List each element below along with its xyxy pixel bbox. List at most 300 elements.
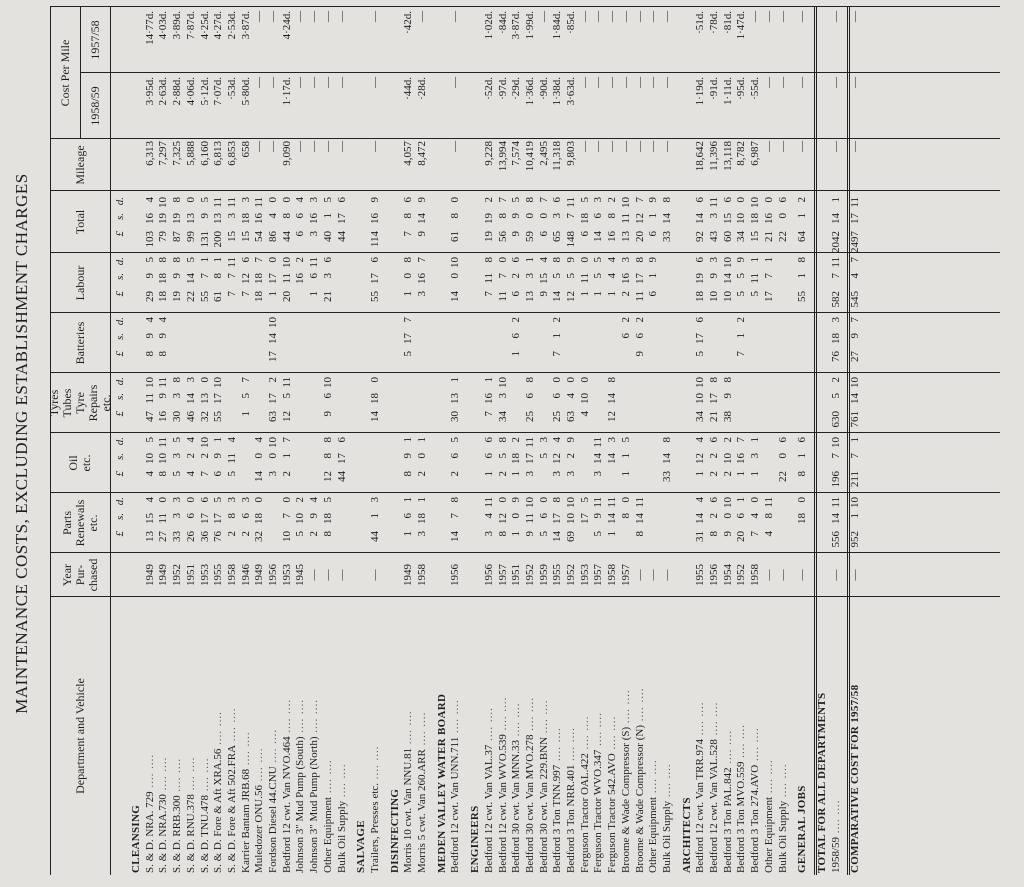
p-pounds: 3	[416, 531, 428, 537]
table-row	[830, 7, 843, 875]
p-cell	[510, 497, 523, 553]
l-pence: 7	[253, 257, 266, 263]
l-pence: 0	[267, 257, 279, 263]
p-cell	[694, 497, 707, 553]
o-pounds: 2	[449, 471, 462, 477]
row-label: Bedford 3 Ton 274.AVO ....	[749, 628, 762, 873]
p-shillings: 15	[143, 513, 156, 524]
o-pounds: 2	[721, 471, 734, 477]
l-pounds: 11	[633, 291, 646, 302]
o-cell	[796, 437, 809, 493]
header-parts-line-1: Parts	[59, 511, 74, 535]
p-shillings: 6	[239, 513, 252, 519]
tot-shillings: 4	[267, 213, 279, 219]
table-row	[524, 7, 537, 875]
tot-shillings: 13	[212, 213, 225, 224]
p-pounds: 5	[592, 531, 605, 537]
t-pounds: 34	[496, 411, 509, 422]
p-pounds: 8	[321, 531, 334, 537]
row-label: Morris 10 cwt. Van NNU.81 ....	[402, 628, 415, 873]
p-pounds: 20	[735, 531, 748, 542]
table-row	[253, 7, 266, 875]
unit-total	[114, 197, 127, 253]
l-cell	[212, 257, 225, 313]
section-row	[436, 7, 449, 875]
mileage-cell: —	[796, 141, 809, 152]
tot-pence: 2	[482, 197, 495, 203]
year-cell: 1958	[416, 564, 428, 586]
p-pence: 3	[239, 497, 252, 503]
o-pence: 5	[449, 437, 462, 443]
l-shillings: 18	[157, 273, 170, 284]
tot-shillings: 19	[157, 213, 170, 224]
l-shillings: 4	[849, 273, 862, 279]
t-cell	[369, 377, 382, 433]
l-cell	[524, 257, 537, 313]
t-shillings: 11	[143, 393, 156, 404]
o-pence: 5	[619, 437, 632, 443]
tot-pence: 6	[402, 197, 415, 203]
p-shillings: 12	[496, 513, 509, 524]
tot-pence: 8	[171, 197, 184, 203]
o-shillings: 11	[225, 453, 238, 464]
l-pounds: 29	[143, 291, 156, 302]
l-pence: 6	[321, 257, 334, 263]
tot-shillings: 3	[708, 213, 720, 219]
b-pounds: 17	[267, 351, 279, 362]
p-cell	[735, 497, 748, 553]
table-row	[157, 7, 170, 875]
o-cell	[402, 437, 415, 493]
p-shillings: 2	[708, 513, 720, 519]
row-label: Bedford 3 Ton PAL.842 ....	[722, 628, 735, 873]
o-cell	[661, 437, 674, 493]
tot-pounds: 14	[592, 231, 605, 242]
p-cell	[322, 497, 335, 553]
t-shillings: 5	[280, 393, 293, 399]
tot-shillings: 1	[796, 213, 809, 219]
l-shillings: 18	[253, 273, 266, 284]
mileage-cell: 6,813	[212, 141, 225, 166]
tot-cell	[524, 197, 537, 253]
o-pounds: 1	[735, 471, 748, 477]
t-cell	[212, 377, 225, 433]
table-row	[510, 7, 523, 875]
l-pence: 6	[694, 257, 707, 263]
o-shillings: 14	[592, 453, 605, 464]
l-pence: 6	[510, 257, 523, 263]
p-pounds: 1	[510, 531, 523, 537]
tot-pence: 7	[537, 197, 550, 203]
t-pounds: 38	[721, 411, 734, 422]
year-cell: —	[660, 569, 673, 581]
row-label: Other Equipment ....	[322, 628, 335, 873]
tot-pounds: 86	[267, 231, 279, 242]
p-pounds: 2	[308, 531, 321, 537]
cost-per-mile-cell: —	[660, 11, 673, 22]
p-pence: 0	[157, 497, 170, 503]
o-pounds: 44	[335, 471, 348, 482]
mileage-cell: —	[660, 141, 673, 152]
t-pence: 10	[143, 377, 156, 388]
table-row	[144, 7, 157, 875]
tot-pounds: 9	[510, 231, 523, 237]
t-shillings: 5	[829, 393, 842, 399]
t-shillings: 5	[239, 393, 252, 399]
cost-per-mile-cell: —	[849, 77, 862, 88]
row-label: ENGINEERS	[469, 805, 482, 873]
l-pounds: 12	[565, 291, 577, 302]
p-pence: 1	[416, 497, 428, 503]
l-shillings: 9	[708, 273, 720, 279]
tot-cell	[483, 197, 496, 253]
l-shillings: 9	[171, 273, 184, 279]
l-cell	[267, 257, 280, 313]
tot-shillings: 14	[416, 213, 428, 224]
l-pounds: 6	[647, 291, 660, 297]
cost-per-mile-cell: —	[537, 11, 550, 22]
mileage-cell: —	[592, 141, 605, 152]
p-pounds: 1	[402, 531, 415, 537]
table-row	[483, 7, 496, 875]
tot-shillings: 3	[551, 213, 564, 219]
p-pounds: 26	[184, 531, 197, 542]
tot-pounds: 43	[708, 231, 720, 242]
section-row	[681, 7, 694, 875]
o-shillings: 0	[267, 453, 279, 459]
p-cell	[849, 497, 862, 553]
tot-pounds: 15	[225, 231, 238, 242]
t-shillings: 17	[212, 393, 225, 404]
o-pence: 2	[721, 437, 734, 443]
o-pence: 8	[496, 437, 509, 443]
l-shillings: 17	[633, 273, 646, 284]
tot-pence: 11	[225, 197, 238, 208]
unit-d: d.	[114, 197, 126, 206]
t-shillings: 3	[171, 393, 184, 399]
b-shillings: 6	[633, 333, 646, 339]
p-shillings: 0	[510, 513, 523, 519]
l-pounds: 6	[510, 291, 523, 297]
l-pounds: 7	[225, 291, 238, 297]
p-cell	[551, 497, 564, 553]
table-row	[199, 7, 212, 875]
b-cell	[620, 317, 633, 373]
year-cell: 1956	[482, 564, 495, 586]
table-row	[497, 7, 510, 875]
o-shillings: 1	[280, 453, 293, 459]
l-shillings: 5	[592, 273, 605, 279]
l-pounds: 19	[171, 291, 184, 302]
b-pounds: 8	[143, 351, 156, 357]
tot-cell	[294, 197, 307, 253]
table-row	[620, 7, 633, 875]
p-cell	[749, 497, 762, 553]
tot-cell	[336, 197, 349, 253]
tot-pounds: 54	[253, 231, 266, 242]
tot-shillings: 13	[184, 213, 197, 224]
cost-per-mile-cell: —	[321, 77, 334, 88]
o-shillings: 17	[523, 453, 536, 464]
p-shillings: 8	[762, 513, 775, 519]
l-shillings: 16	[416, 273, 428, 284]
l-cell	[369, 257, 382, 313]
row-label: CLEANSING	[130, 804, 142, 873]
t-pounds: 630	[829, 411, 842, 428]
p-cell	[212, 497, 225, 553]
l-pounds: 18	[694, 291, 707, 302]
o-pounds: 2	[708, 471, 720, 477]
o-shillings: 0	[776, 453, 789, 459]
row-label: COMPARATIVE COST FOR 1957/58	[849, 684, 862, 873]
l-shillings: 12	[239, 273, 252, 284]
t-cell	[144, 377, 157, 433]
p-pence: 9	[510, 497, 523, 503]
l-cell	[171, 257, 184, 313]
l-shillings: 16	[294, 273, 307, 284]
o-pence: 6	[482, 437, 495, 443]
unit-l: £	[114, 291, 126, 297]
table-row	[171, 7, 184, 875]
p-cell	[449, 497, 462, 553]
row-label: Bulk Oil Supply ....	[777, 628, 790, 873]
p-cell	[538, 497, 551, 553]
o-pence: 11	[523, 437, 536, 448]
cost-per-mile-cell: 7·87d.	[184, 11, 197, 40]
o-shillings: 12	[694, 453, 707, 464]
t-cell	[524, 377, 537, 433]
l-pence: 8	[157, 257, 170, 263]
l-pence: 6	[239, 257, 252, 263]
p-shillings: 11	[157, 513, 170, 524]
maintenance-costs-table	[46, 7, 1000, 875]
t-pence: 10	[212, 377, 225, 388]
mileage-cell: —	[633, 141, 646, 152]
tot-cell	[322, 197, 335, 253]
unit-s: s.	[114, 273, 126, 281]
cost-per-mile-cell: 7·07d.	[212, 77, 225, 106]
l-shillings: 1	[796, 273, 809, 279]
cost-per-mile-cell: ·95d.	[735, 77, 748, 100]
t-shillings: 6	[551, 393, 564, 399]
l-shillings: 6	[308, 273, 321, 279]
o-pounds: 1	[619, 471, 632, 477]
b-pence: 2	[735, 317, 748, 323]
header-tyres-line-3: Tyre	[72, 392, 87, 414]
o-pounds: 5	[225, 471, 238, 477]
tot-shillings: 12	[633, 213, 646, 224]
p-pounds: 69	[565, 531, 577, 542]
row-label: Fordson Diesel 44.CNU ....	[267, 628, 280, 873]
t-cell	[565, 377, 578, 433]
l-cell	[634, 257, 647, 313]
p-cell	[634, 497, 647, 553]
cost-per-mile-cell: —	[294, 77, 307, 88]
row-label: S. & D. RNU.378 ....	[185, 628, 198, 873]
header-cpm-1957-label: 1957/58	[87, 20, 102, 60]
l-cell	[538, 257, 551, 313]
tot-pence: 8	[660, 197, 673, 203]
year-cell: 1949	[157, 564, 170, 586]
row-label: S. & D. NRA.730 ....	[157, 628, 170, 873]
p-pence: 3	[225, 497, 238, 503]
p-pounds	[579, 531, 592, 553]
cost-per-mile-cell: 3·89d.	[171, 11, 184, 40]
cost-per-mile-cell: —	[749, 11, 762, 22]
l-shillings: 11	[482, 273, 495, 284]
cost-per-mile-cell: ·84d.	[496, 11, 509, 34]
tot-cell	[369, 197, 382, 253]
tot-pounds: 15	[749, 231, 762, 242]
tot-cell	[777, 197, 790, 253]
tot-shillings: 8	[496, 213, 509, 219]
year-cell: 1958	[606, 564, 619, 586]
l-pence: 5	[592, 257, 605, 263]
t-pence: 8	[606, 377, 619, 383]
t-shillings: 17	[708, 393, 720, 404]
t-pence: 10	[496, 377, 509, 388]
t-pounds: 46	[184, 411, 197, 422]
b-pounds: 8	[157, 351, 170, 357]
tot-pounds: 9	[416, 231, 428, 237]
l-pence: 6	[368, 257, 381, 263]
p-shillings: 7	[449, 513, 462, 519]
l-pounds: 55	[368, 291, 381, 302]
tot-pounds: 21	[762, 231, 775, 242]
t-pence: 0	[368, 377, 381, 383]
l-cell	[722, 257, 735, 313]
b-cell	[830, 317, 843, 373]
header-parts	[50, 493, 110, 553]
cost-per-mile-cell: —	[606, 77, 619, 88]
tot-pence: 4	[143, 197, 156, 203]
tot-cell	[830, 197, 843, 253]
cost-per-mile-cell: ·90d.	[537, 77, 550, 100]
row-label: Bedford 12 cwt. Van WVO.539 ....	[497, 628, 510, 873]
header-cost-per-mile	[50, 7, 80, 139]
l-pence: 8	[633, 257, 646, 263]
row-label: ARCHITECTS	[680, 797, 693, 873]
mileage-cell: 10,419	[523, 141, 536, 172]
o-cell	[483, 437, 496, 493]
p-cell	[524, 497, 537, 553]
l-pounds: 13	[523, 291, 536, 302]
o-cell	[416, 437, 429, 493]
year-cell: 1951	[510, 564, 523, 586]
p-pounds: 4	[762, 531, 775, 537]
p-cell	[579, 497, 592, 553]
year-cell: 1952	[523, 564, 536, 586]
t-pence: 11	[157, 377, 170, 388]
l-shillings: 17	[267, 273, 279, 284]
unit-l: £	[114, 471, 126, 477]
tot-pounds: 19	[482, 231, 495, 242]
l-pounds: 1	[267, 291, 279, 297]
tot-pence: 5	[578, 197, 591, 203]
tot-cell	[661, 197, 674, 253]
cost-per-mile-cell: 4·25d.	[198, 11, 211, 40]
row-label: Other Equipment ....	[763, 628, 776, 873]
o-shillings: 16	[735, 453, 748, 464]
o-cell	[185, 437, 198, 493]
t-pence: 2	[267, 377, 279, 383]
table-row	[185, 7, 198, 875]
t-pence: 10	[694, 377, 707, 388]
p-cell	[497, 497, 510, 553]
o-cell	[565, 437, 578, 493]
l-shillings: 0	[449, 273, 462, 279]
tot-pounds: 64	[796, 231, 809, 242]
o-shillings: 2	[184, 453, 197, 459]
l-shillings: 7	[198, 273, 211, 279]
p-shillings: 18	[321, 513, 334, 524]
header-year-line-3: chased	[85, 558, 100, 592]
p-cell	[281, 497, 294, 553]
tot-shillings: 18	[239, 213, 252, 224]
tot-pounds: 40	[321, 231, 334, 242]
header-tyres-line-4: Repairs	[85, 384, 100, 422]
cost-per-mile-cell: —	[647, 11, 660, 22]
l-pounds: 545	[849, 291, 862, 308]
mileage-cell: 18,642	[694, 141, 707, 172]
header-total	[50, 191, 110, 253]
tot-pounds: 3	[308, 231, 321, 237]
unit-labour	[114, 257, 127, 313]
l-pence: 3	[619, 257, 632, 263]
row-label: Morris 5 cwt. Van 260.ARR ....	[416, 628, 429, 873]
p-cell	[796, 497, 809, 553]
b-pence: 7	[402, 317, 415, 323]
l-cell	[510, 257, 523, 313]
p-pounds: 8	[496, 531, 509, 537]
l-shillings: 11	[749, 273, 762, 284]
l-pounds: 582	[829, 291, 842, 308]
o-pounds: 3	[267, 471, 279, 477]
unit-s: s.	[114, 513, 126, 521]
o-cell	[606, 437, 619, 493]
year-cell: 1945	[294, 564, 307, 586]
table-row	[634, 7, 647, 875]
l-cell	[294, 257, 307, 313]
p-pence: 11	[829, 497, 842, 508]
row-label: S. & D. Fore & Aft XRA.56 ....	[212, 628, 225, 873]
tot-cell	[157, 197, 170, 253]
l-pence: 0	[496, 257, 509, 263]
p-cell	[620, 497, 633, 553]
b-pounds: 7	[551, 351, 564, 357]
p-pounds: 5	[294, 531, 307, 537]
p-pounds: 10	[280, 531, 293, 542]
o-shillings: 7	[829, 453, 842, 459]
cost-per-mile-cell: —	[335, 77, 348, 88]
header-year-line-1: Year	[59, 563, 74, 587]
b-pence: 4	[143, 317, 156, 323]
o-pence: 4	[694, 437, 707, 443]
o-pounds: 14	[253, 471, 266, 482]
t-cell	[483, 377, 496, 433]
o-shillings: 3	[749, 453, 762, 459]
unit-d: d.	[114, 377, 126, 386]
mileage-cell: 6,160	[198, 141, 211, 166]
p-shillings: 17	[198, 513, 211, 524]
row-label: Ferguson Tractor OAL.422 ....	[579, 628, 592, 873]
mileage-cell: 5,888	[184, 141, 197, 166]
unit-parts	[114, 497, 127, 553]
l-cell	[308, 257, 321, 313]
tot-pence: 8	[523, 197, 536, 203]
tot-cell	[694, 197, 707, 253]
t-pence: 8	[708, 377, 720, 383]
